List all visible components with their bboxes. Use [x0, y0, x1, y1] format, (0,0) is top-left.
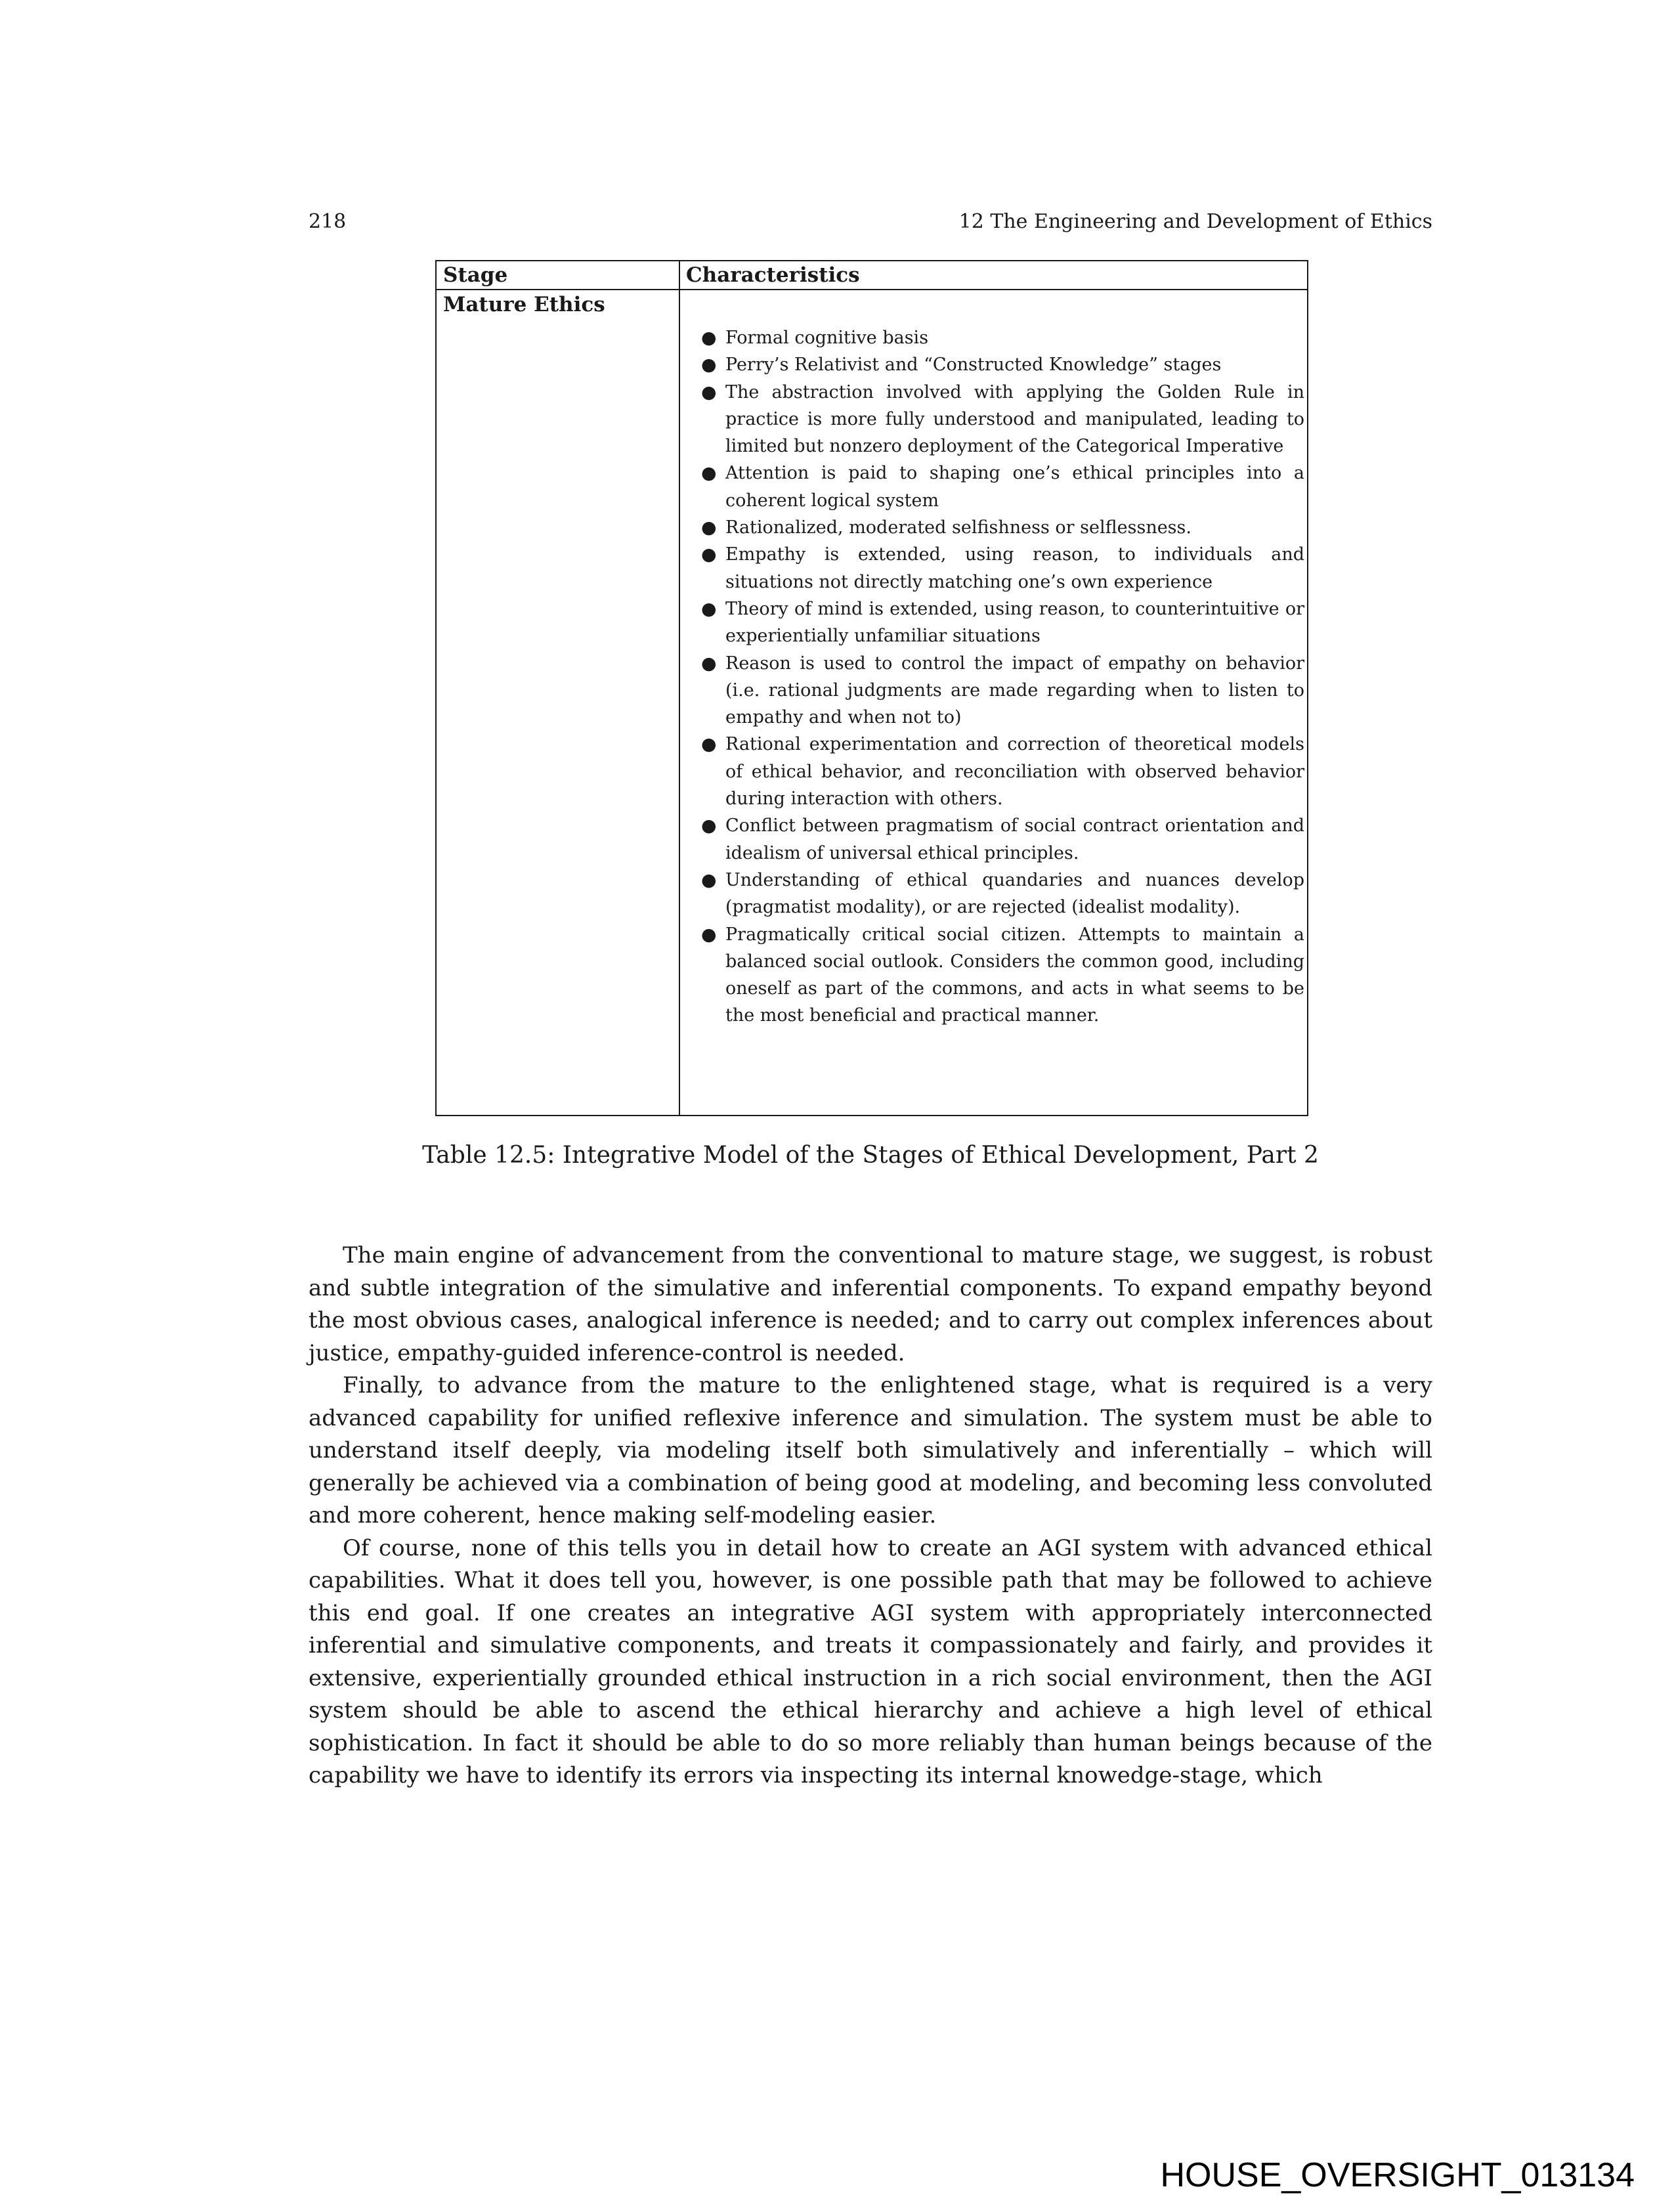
characteristic-text: Theory of mind is extended, using reason, to counterintuitive or experientially unfamiliar situations	[725, 598, 1304, 647]
bullet-icon: ●	[701, 734, 717, 755]
list-item	[701, 596, 1304, 650]
body-paragraph: The main engine of advancement from the conventional to mature stage, we suggest, is robust and subtle integration of the simulative and inferential components. To expand empathy beyond the most obvious cases, analogical inference is needed; and to carry out complex inferences about justice, empathy-guided inference-control is needed.	[309, 1242, 1432, 1366]
bates-number: HOUSE_OVERSIGHT_013134	[1160, 2156, 1635, 2194]
characteristic-text: Reason is used to control the impact of empathy on behavior (i.e. rational judgments are made regarding when to listen to empathy and when not to)	[725, 653, 1304, 728]
characteristic-text: Rationalized, moderated selfishness or selflessness.	[725, 517, 1191, 538]
bullet-icon: ●	[701, 653, 717, 674]
stage-name: Mature Ethics	[443, 293, 605, 316]
characteristic-text: The abstraction involved with applying the Golden Rule in practice is more fully understood and manipulated, leading to limited but nonzero deployment of the Categorical Imperative	[725, 381, 1304, 457]
characteristic-text: Formal cognitive basis	[725, 328, 929, 348]
bullet-icon: ●	[701, 924, 717, 945]
bullet-icon: ●	[701, 328, 717, 348]
characteristic-text: Conflict between pragmatism of social contract orientation and idealism of universal ethical principles.	[725, 815, 1304, 863]
bullet-icon: ●	[701, 869, 717, 890]
body-paragraph: Of course, none of this tells you in detail how to create an AGI system with advanced ethical capabilities. What it does tell you, however, is one possible path that may be followed to achieve this end goal. If one creates an integrative AGI system with appropriately interconnected inferential and simulative components, and treats it compassionately and fairly, and provides it extensive, experientially grounded ethical instruction in a rich social environment, then the AGI system should be able to ascend the ethical hierarchy and achieve a high level of ethical sophistication. In fact it should be able to do so more reliably than human beings because of the capability we have to identify its errors via inspecting its internal knowedge-stage, which	[309, 1534, 1432, 1789]
body-paragraph: Finally, to advance from the mature to the enlightened stage, what is required is a very advanced capability for unified reflexive inference and simulation. The system must be able to understand itself deeply, via modeling itself both simulatively and inferentially – which will generally be achieved via a combination of being good at modeling, and becoming less convoluted and more coherent, hence making self-modeling easier.	[309, 1372, 1432, 1529]
column-header-characteristics: Characteristics	[686, 263, 860, 287]
page-header	[309, 209, 1432, 235]
list-item	[701, 812, 1304, 867]
column-header-stage: Stage	[443, 263, 508, 287]
characteristics-list	[701, 324, 1304, 1030]
running-title: 12 The Engineering and Development of Ethics	[958, 210, 1432, 233]
bullet-icon: ●	[701, 463, 717, 484]
list-item	[701, 541, 1304, 596]
column-divider	[679, 261, 680, 1115]
characteristic-text: Empathy is extended, using reason, to individuals and situations not directly matching one’s own experience	[725, 544, 1304, 592]
list-item	[701, 650, 1304, 731]
characteristic-text: Pragmatically critical social citizen. Attempts to maintain a balanced social outlook. Considers the common good, including oneself as part of the commons, and acts in what seems to be the most beneficial and practical manner.	[725, 924, 1304, 1026]
list-item	[701, 460, 1304, 514]
characteristic-text: Perry’s Relativist and “Constructed Knowledge” stages	[725, 355, 1222, 376]
body-text	[309, 1240, 1432, 1792]
table-caption: Table 12.5: Integrative Model of the Stages of Ethical Development, Part 2	[422, 1142, 1319, 1169]
list-item	[701, 514, 1304, 541]
list-item	[701, 731, 1304, 812]
characteristic-text: Understanding of ethical quandaries and nuances develop (pragmatist modality), or are rejected (idealist modality).	[725, 869, 1304, 918]
ethics-stages-table	[435, 260, 1308, 1116]
bullet-icon: ●	[701, 355, 717, 376]
list-item	[701, 379, 1304, 460]
bullet-icon: ●	[701, 815, 717, 836]
header-rule	[437, 289, 1307, 290]
bullet-icon: ●	[701, 381, 717, 402]
page-number: 218	[309, 210, 347, 233]
list-item	[701, 867, 1304, 921]
list-item	[701, 921, 1304, 1030]
bullet-icon: ●	[701, 544, 717, 565]
list-item	[701, 351, 1304, 378]
bullet-icon: ●	[701, 517, 717, 538]
list-item	[701, 324, 1304, 351]
bullet-icon: ●	[701, 598, 717, 619]
characteristic-text: Rational experimentation and correction of theoretical models of ethical behavior, and reconciliation with observed behavior during interaction with others.	[725, 734, 1304, 810]
characteristic-text: Attention is paid to shaping one’s ethical principles into a coherent logical system	[725, 463, 1304, 511]
